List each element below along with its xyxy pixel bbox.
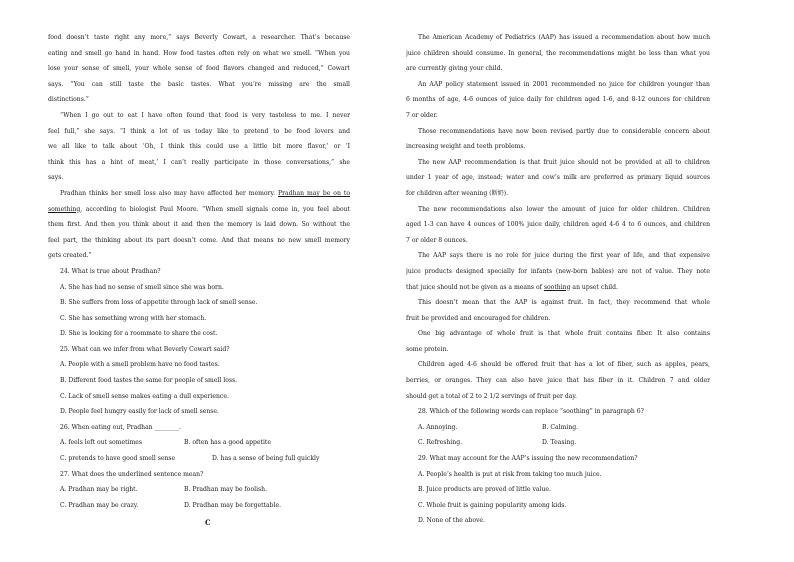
paragraph-older-children (406, 202, 710, 249)
question-stem: 26. When eating out, Pradhan ________. (60, 423, 181, 431)
answer-option[interactable]: A. People’s health is put at risk from taking too much juice. (418, 470, 602, 478)
answer-option[interactable]: C. pretends to have good smell sense (60, 455, 176, 463)
right-column (406, 30, 710, 529)
text-line: increasing weight and teeth problems. (406, 143, 526, 151)
text-line: are currently giving your child. (406, 65, 503, 73)
text-line: Those recommendations have now been revised partly due to considerable concern about (418, 127, 710, 135)
text-line: juice children should consume. In general, the recommendations might be less than what you (406, 49, 710, 57)
answer-option[interactable]: C. She has something wrong with her stomach. (60, 314, 207, 322)
text-line: Children aged 4-6 should be offered fruit that has a lot of fiber, such as apples, pears, (418, 361, 710, 369)
answer-option[interactable]: B. Juice products are proved of little value. (418, 486, 551, 494)
text-line: 7 or older. (406, 111, 438, 119)
text-line: some protein. (406, 345, 449, 353)
underlined-sentence: Pradhan may be on to (278, 189, 350, 197)
text-span: Pradhan thinks her smell loss also may have affected her memory. (60, 189, 279, 197)
text-line: for children after weaning (断奶). (406, 189, 509, 197)
answer-option[interactable]: D. She is looking for a roommate to share the cost. (60, 330, 218, 338)
question-26 (48, 420, 350, 467)
text-line: eating and smell go hand in hand. How food tastes often rely on what we smell. “When you (48, 49, 350, 57)
option-row (48, 451, 350, 467)
paragraph-fiber (406, 326, 710, 357)
text-line: The new recommendations also lower the amount of juice for older children. Children (418, 205, 710, 213)
option-row (48, 435, 350, 451)
paragraph-new-recommendation (406, 155, 710, 202)
paragraph-cowart (48, 30, 350, 108)
answer-option[interactable]: B. Calming. (542, 423, 579, 431)
question-27 (48, 467, 350, 514)
text-line: aged 1-3 can have 4 ounces of 100% juice daily, children aged 4-6 4 to 6 ounces, and children (406, 221, 710, 229)
answer-option[interactable]: A. Annoying. (418, 423, 458, 431)
text-line: The American Academy of Pediatrics (AAP) has issued a recommendation about how much (418, 34, 710, 41)
question-28 (406, 404, 710, 451)
answer-option[interactable]: B. Different food tastes the same for people of smell loss. (60, 377, 238, 385)
text-line: them first. And then you think about it and then the memory is laid down. So without the (48, 221, 350, 229)
answer-option[interactable]: A. She has had no sense of smell since she was born. (60, 283, 224, 291)
question-29 (406, 451, 710, 529)
text-line (48, 186, 350, 202)
underlined-word: soothing (543, 283, 571, 291)
answer-option[interactable]: D. People feel hungry easily for lack of smell sense. (60, 408, 219, 416)
text-line: “When I go out to eat I have often found that food is very tasteless to me. I never (60, 111, 350, 119)
text-line: One big advantage of whole fruit is that whole fruit contains fiber. It also contains (418, 330, 710, 338)
text-span: an upset child. (570, 283, 618, 291)
text-line: juice products designed specially for infants (new-born babies) are not of value. They note (406, 267, 710, 275)
answer-option[interactable]: B. often has a good appetite (184, 439, 271, 447)
question-stem: 25. What can we infer from what Beverly Cowart said? (60, 345, 230, 353)
question-stem: 24. What is true about Pradhan? (60, 267, 161, 275)
paragraph-eating-out (48, 108, 350, 186)
paragraph-no-role (406, 248, 710, 295)
paragraph-fruit (406, 295, 710, 326)
text-line: 7 or older 8 ounces. (406, 236, 468, 244)
answer-option[interactable]: A. Pradhan may be right. (60, 486, 138, 494)
question-stem: 28. Which of the following words can replace “soothing” in paragraph 6? (418, 408, 644, 416)
option-row (406, 435, 710, 451)
text-line: The AAP says there is no role for juice during the first year of life, and that expensive (418, 252, 710, 260)
answer-option[interactable]: D. None of the above. (418, 517, 485, 525)
answer-option[interactable]: A. feels left out sometimes (60, 439, 143, 447)
paragraph-aap-intro (406, 30, 710, 77)
text-line (48, 202, 350, 218)
text-line: under 1 year of age, instead; water and cow’s milk are preferred as primary liquid sources (406, 174, 710, 182)
text-line: think this has a hint of meat,’ I can’t really participate in those conversations,” she (48, 158, 350, 166)
answer-option[interactable]: B. Pradhan may be foolish. (184, 486, 268, 494)
answer-option[interactable]: C. Refreshing. (418, 439, 463, 447)
text-line: feel part, the thinking about its part doesn’t come. And that means no new smell memory (48, 236, 350, 244)
answer-option[interactable]: D. Teasing. (542, 439, 577, 447)
text-line: should get a total of 2 to 2 1/2 servings of fruit per day. (406, 392, 577, 400)
option-row (406, 420, 710, 436)
answer-option[interactable]: A. People with a smell problem have no food tastes. (60, 361, 220, 369)
text-line: distinctions.” (48, 96, 89, 104)
answer-option[interactable]: D. has a sense of being full quickly (212, 455, 320, 463)
paragraph-revised (406, 124, 710, 155)
paragraph-servings (406, 357, 710, 404)
text-line: food doesn’t taste right any more,” says Beverly Cowart, a researcher. That’s because (48, 34, 350, 41)
left-column (48, 30, 350, 513)
underlined-sentence: something (48, 205, 81, 213)
text-line: we all like to talk about ‘Oh, I think this could use a little bit more flavor,’ or ‘I (48, 143, 350, 151)
answer-option[interactable]: C. Whole fruit is gaining popularity among kids. (418, 501, 567, 509)
paragraph-memory (48, 186, 350, 264)
text-line: This doesn’t mean that the AAP is against fruit. In fact, they recommend that whole (418, 299, 710, 307)
text-line: berries, or oranges. They can also have juice that has fiber in it. Children 7 and older (406, 377, 710, 385)
text-span: that juice should not be given as a means of (406, 283, 544, 291)
question-stem: 27. What does the underlined sentence mean? (60, 470, 204, 478)
text-span: , according to biologist Paul Moore. “When smell signals come in, you feel about (80, 205, 350, 213)
paragraph-2001-policy (406, 77, 710, 124)
section-letter: C (205, 518, 211, 527)
text-line: says. “You can still taste the basic tastes. What you’re missing are the small (48, 80, 350, 88)
text-line: lose your sense of smell, your whole sense of food flavors changed and reduced,” Cowart (48, 65, 350, 73)
text-line: fruit be provided and encouraged for children. (406, 314, 551, 322)
text-line: The new AAP recommendation is that fruit juice should not be provided at all to children (418, 158, 710, 166)
question-24 (48, 264, 350, 342)
text-line: feel full,” she says. “I think a lot of us today like to pretend to be food lovers and (48, 127, 350, 135)
text-line: An AAP policy statement issued in 2001 recommended no juice for children younger than (418, 80, 710, 88)
question-stem: 29. What may account for the AAP’s issuing the new recommendation? (418, 455, 638, 463)
option-row (48, 482, 350, 498)
answer-option[interactable]: C. Lack of smell sense makes eating a dull experience. (60, 392, 229, 400)
answer-option[interactable]: C. Pradhan may be crazy. (60, 501, 139, 509)
text-line: says. (48, 174, 64, 182)
text-line: gets created.” (48, 252, 92, 260)
question-25 (48, 342, 350, 420)
text-line: 6 months of age, 4-6 ounces of juice daily for children aged 1-6, and 8-12 ounces for children (406, 96, 710, 104)
text-line (406, 280, 710, 296)
option-row (48, 498, 350, 514)
answer-option[interactable]: B. She suffers from loss of appetite through lack of smell sense. (60, 299, 258, 307)
answer-option[interactable]: D. Pradhan may be forgettable. (184, 501, 282, 509)
